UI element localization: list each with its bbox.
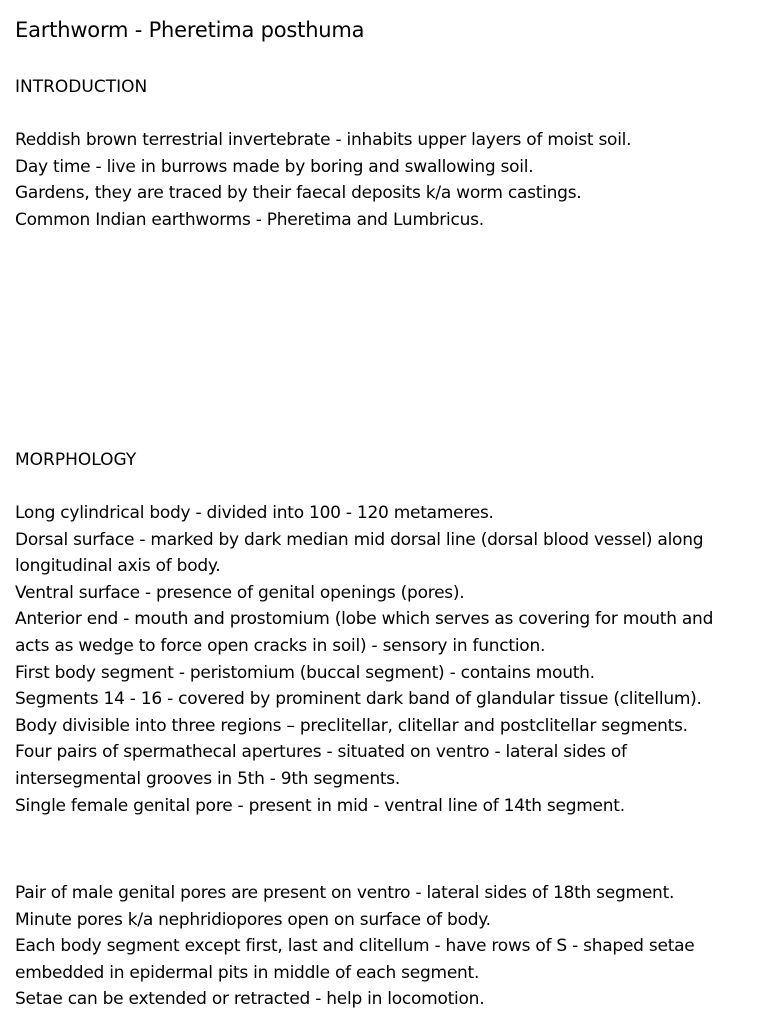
text-line: longitudinal axis of body. xyxy=(15,556,221,577)
morphology-paragraph xyxy=(15,500,765,819)
text-line: Single female genital pore - present in mid - ventral line of 14th segment. xyxy=(15,795,625,816)
text-line: Ventral surface - presence of genital openings (pores). xyxy=(15,582,465,603)
text-line: Common Indian earthworms - Pheretima and Lumbricus. xyxy=(15,209,484,230)
text-line: Reddish brown terrestrial invertebrate - inhabits upper layers of moist soil. xyxy=(15,130,632,150)
text-line: Dorsal surface - marked by dark median mid dorsal line (dorsal blood vessel) along xyxy=(15,529,704,550)
text-line: acts as wedge to force open cracks in soil) - sensory in function. xyxy=(15,635,546,656)
text-line: Pair of male genital pores are present on ventro - lateral sides of 18th segment. xyxy=(15,883,675,903)
morphology-paragraph-continued xyxy=(15,880,765,1013)
section-heading-introduction: INTRODUCTION xyxy=(15,77,148,97)
text-line: Each body segment except first, last and clitellum - have rows of S - shaped setae xyxy=(15,936,695,957)
text-line: Minute pores k/a nephridiopores open on surface of body. xyxy=(15,909,491,930)
text-line: Segments 14 - 16 - covered by prominent dark band of glandular tissue (clitellum). xyxy=(15,689,702,710)
text-line: intersegmental grooves in 5th - 9th segments. xyxy=(15,768,401,789)
text-line: Setae can be extended or retracted - help in locomotion. xyxy=(15,989,485,1010)
introduction-paragraph xyxy=(15,127,765,233)
document-title: Earthworm - Pheretima posthuma xyxy=(15,18,365,42)
text-line: Long cylindrical body - divided into 100 - 120 metameres. xyxy=(15,503,494,523)
text-line: Four pairs of spermathecal apertures - situated on ventro - lateral sides of xyxy=(15,742,627,763)
section-heading-morphology: MORPHOLOGY xyxy=(15,450,137,470)
text-line: Anterior end - mouth and prostomium (lobe which serves as covering for mouth and xyxy=(15,609,714,630)
text-line: embedded in epidermal pits in middle of each segment. xyxy=(15,962,480,983)
text-line: First body segment - peristomium (buccal segment) - contains mouth. xyxy=(15,662,595,683)
text-line: Gardens, they are traced by their faecal deposits k/a worm castings. xyxy=(15,183,582,204)
text-line: Body divisible into three regions – preclitellar, clitellar and postclitellar segments. xyxy=(15,715,688,736)
text-line: Day time - live in burrows made by boring and swallowing soil. xyxy=(15,156,534,177)
